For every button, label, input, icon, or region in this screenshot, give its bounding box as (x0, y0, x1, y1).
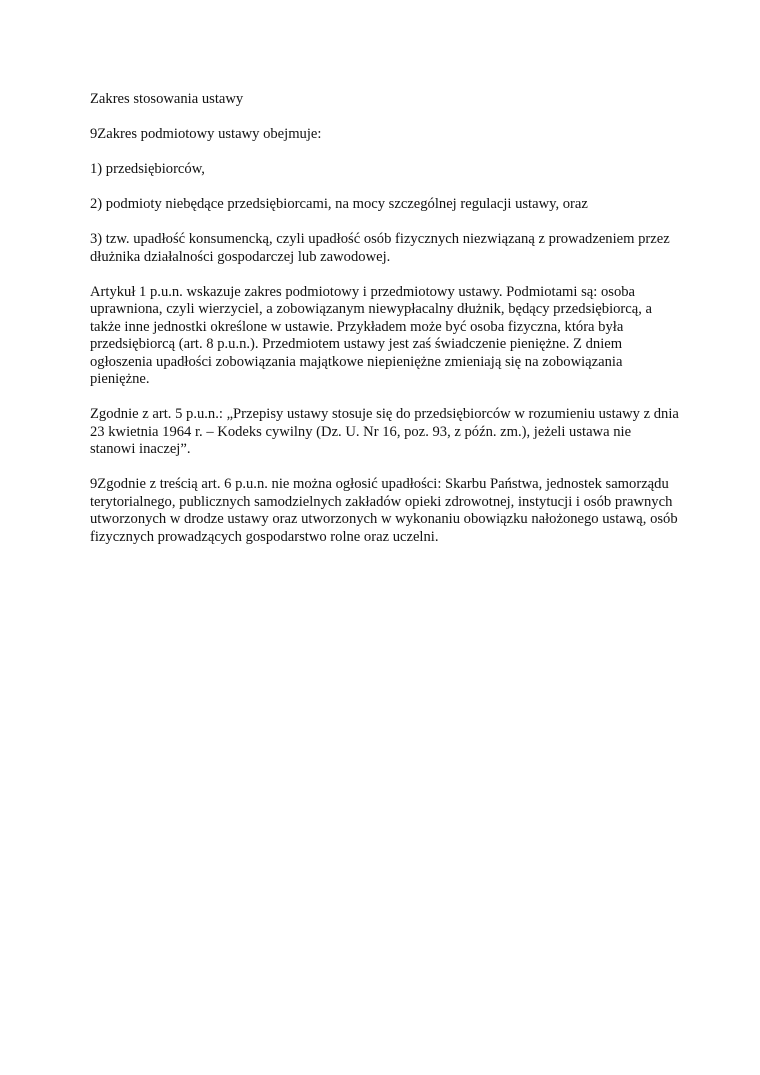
paragraph-item-2: 2) podmioty niebędące przedsiębiorcami, na mocy szczególnej regulacji ustawy, oraz (90, 196, 588, 212)
paragraph-scope-intro: 9Zakres podmiotowy ustawy obejmuje: (90, 126, 322, 142)
paragraph-item-3: 3) tzw. upadłość konsumencką, czyli upadłość osób fizycznych niezwiązaną z prowadzeniem przez dłużnika działalności gospodarczej lub zawodowej. (90, 231, 670, 265)
paragraph-article-1: Artykuł 1 p.u.n. wskazuje zakres podmiotowy i przedmiotowy ustawy. Podmiotami są: osoba uprawniona, czyli wierzyciel, a zobowiązanym niewypłacalny dłużnik, będący przedsiębiorcą, a także inne jednostki określone w ustawie. Przykładem może być osoba fizyczna, która była przedsiębiorcą (art. 8 p.u.n.). Przedmiotem ustawy jest zaś świadczenie pieniężne. Z dniem ogłoszenia upadłości zobowiązania majątkowe niepieniężne zmieniają się na zobowiązania pieniężne. (90, 283, 653, 387)
paragraph-item-1: 1) przedsiębiorców, (90, 161, 205, 177)
document-heading: Zakres stosowania ustawy (90, 91, 244, 107)
paragraph-article-5: Zgodnie z art. 5 p.u.n.: „Przepisy ustawy stosuje się do przedsiębiorców w rozumieniu ustawy z dnia 23 kwietnia 1964 r. – Kodeks cywilny (Dz. U. Nr 16, poz. 93, z późn. zm.), jeżeli ustawa nie stanowi inaczej”. (90, 406, 679, 457)
document-body (90, 91, 680, 564)
paragraph-article-6: 9Zgodnie z treścią art. 6 p.u.n. nie można ogłosić upadłości: Skarbu Państwa, jednostek samorządu terytorialnego, publicznych samodzielnych zakładów opieki zdrowotnej, instytucji i osób prawnych utworzonych w drodze ustawy oraz utworzonych w wykonaniu obowiązku nałożonego ustawą, osób fizycznych prowadzących gospodarstwo rolne oraz uczelni. (90, 476, 678, 545)
